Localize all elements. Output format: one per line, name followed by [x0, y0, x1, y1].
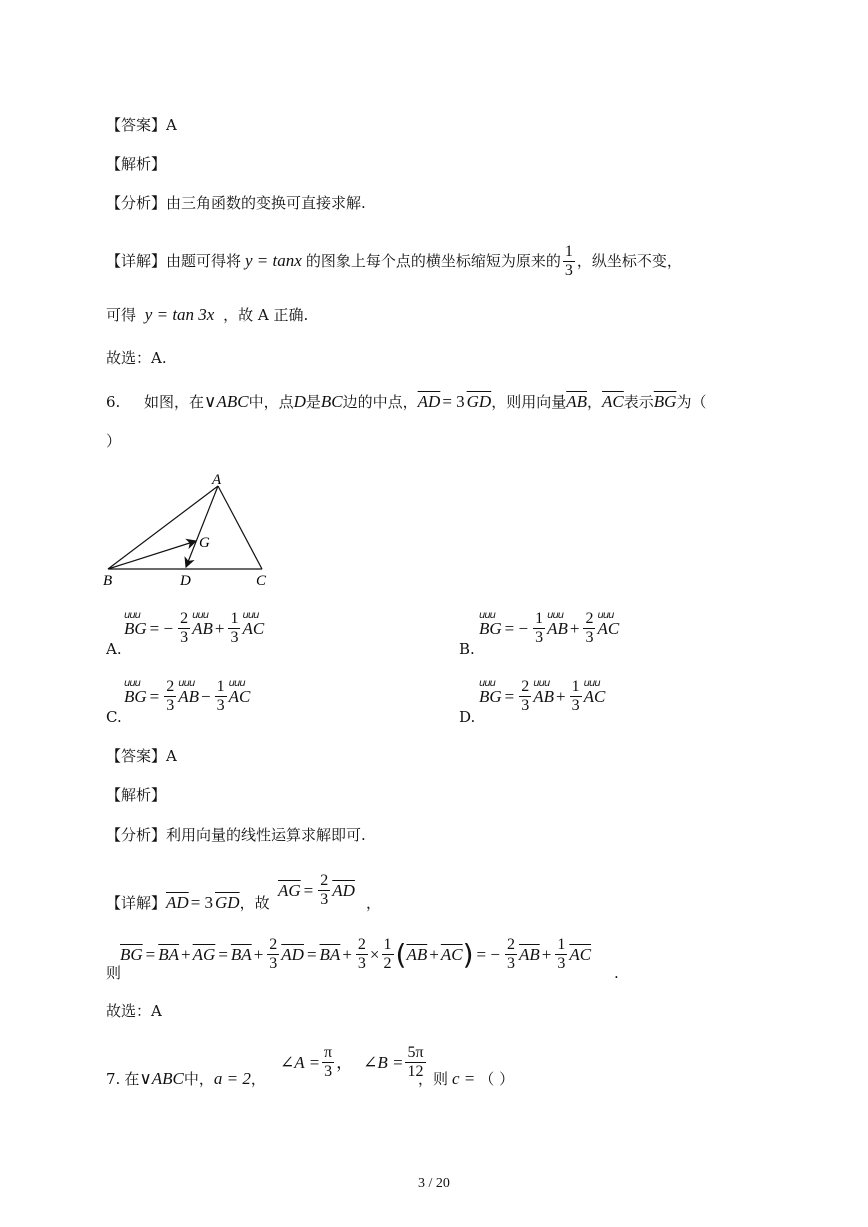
q5-detail-prefix: 【详解】由题可得将: [106, 252, 242, 270]
q6-detail-end: ，: [366, 894, 382, 912]
option-c-f2d: 3: [216, 697, 225, 714]
q7-aa-den: 3: [324, 1063, 333, 1080]
option-c-s2: −: [201, 686, 211, 706]
label-d: D: [180, 573, 191, 589]
option-c-f2n: 1: [216, 678, 225, 695]
q6-ze: 则: [106, 964, 122, 982]
chain-f2d: 3: [357, 955, 366, 972]
option-b-s1: = −: [504, 618, 529, 638]
chain-times: ×: [369, 944, 380, 964]
q7-stem-c: ，则: [418, 1070, 449, 1088]
option-d-v1: uuu AB: [533, 688, 554, 706]
option-d-s2: +: [556, 686, 566, 706]
q5-answer: 【答案】A: [106, 116, 177, 134]
q6-number: 6.: [106, 393, 121, 411]
chain-hd: 2: [383, 955, 392, 972]
q5-frac-den: 3: [564, 261, 573, 279]
option-b-letter: B.: [459, 640, 475, 658]
option-a-f1n: 2: [180, 610, 189, 627]
chain-lparen: (: [395, 937, 407, 971]
q7-number: 7.: [106, 1070, 121, 1088]
option-a-v2: uuu AC: [242, 620, 264, 638]
chain-hn: 1: [383, 936, 392, 953]
q7-a-eq: a = 2: [213, 1069, 251, 1088]
option-b-f2d: 3: [585, 629, 594, 646]
q7-comma2: ，: [336, 1052, 354, 1072]
chain-ac2: $\overline{AC}$: [569, 944, 592, 964]
chain-minus: = −: [476, 944, 500, 964]
option-c-s1: =: [149, 686, 160, 706]
q6-detail-prefix: 【详解】: [106, 894, 167, 912]
chain-ba1: $\overline{BA}$: [158, 944, 180, 964]
q6-detail-fden: 3: [320, 891, 329, 908]
label-b: B: [103, 573, 113, 589]
q5-line2-suffix: ，故 A 正确.: [223, 306, 309, 324]
option-a-v1: uuu AB: [192, 620, 213, 638]
option-b-v2: uuu AC: [597, 620, 619, 638]
option-b-f2n: 2: [585, 610, 594, 627]
option-c-v2: uuu AC: [229, 688, 251, 706]
q6-vec-ab: $\overline{AB}$: [566, 392, 588, 411]
option-a-letter: A.: [106, 640, 122, 658]
q6-vec-ad: $\overline{AD}$: [417, 392, 441, 411]
q6-point-d: D: [293, 392, 306, 411]
q5-detail-suffix: ，纵坐标不变，: [576, 252, 682, 270]
option-d-f2d: 3: [571, 697, 580, 714]
q6-choose: 故选：A: [106, 1002, 162, 1020]
q7-c-eq: c =: [452, 1069, 476, 1088]
q6-stem-g: 为（: [676, 393, 707, 411]
q5-line2-prefix: 可得: [106, 306, 137, 324]
option-b-v1: uuu AB: [547, 620, 568, 638]
option-c-letter: C.: [106, 708, 122, 726]
label-a: A: [212, 472, 222, 488]
q6-answer: 【答案】A: [106, 747, 177, 765]
chain-f4d: 3: [557, 955, 566, 972]
option-a-lhs: uuu BG: [124, 620, 147, 638]
q5-fraction: [563, 243, 575, 280]
q7-triangle: ∨ABC: [139, 1069, 184, 1088]
chain-ba2: $\overline{BA}$: [230, 944, 252, 964]
option-a-s1: = −: [149, 618, 174, 638]
chain-plus5: +: [541, 944, 552, 964]
option-b-lhs: uuu BG: [479, 620, 502, 638]
q6-detail-eq: = 3: [190, 893, 214, 912]
label-c: C: [256, 573, 267, 589]
chain-ab2: $\overline{AB}$: [518, 944, 540, 964]
chain-f1d: 3: [269, 955, 278, 972]
option-c-v1: uuu AB: [178, 688, 199, 706]
q6-stem-d: 边的中点，: [342, 393, 418, 411]
q5-detail: [106, 236, 682, 286]
chain-f3d: 3: [506, 955, 515, 972]
q6-jiexi: 【解析】: [106, 786, 167, 804]
option-a-s2: +: [214, 618, 225, 638]
option-a-f2d: 3: [230, 629, 239, 646]
q5-analysis: 【分析】由三角函数的变换可直接求解.: [106, 194, 366, 212]
q7-stem-a: 在: [124, 1070, 140, 1088]
q6-vec-gd: $\overline{GD}$: [466, 392, 492, 411]
chain-eq2: =: [218, 944, 228, 964]
q6-triangle: ∨ABC: [204, 392, 249, 411]
q7-angle-b: ∠B =: [363, 1052, 404, 1072]
q7-blank: （ ）: [479, 1070, 515, 1088]
q6-stem-e: ，则用向量: [491, 393, 567, 411]
chain-f3n: 2: [506, 936, 515, 953]
chain-plus4: +: [429, 944, 439, 964]
q6-detail-ad: $\overline{AD}$: [166, 893, 189, 912]
q6-stem-c: 是: [305, 393, 321, 411]
chain-dot: .: [614, 964, 619, 982]
q5-frac-num: 1: [564, 242, 573, 260]
q7-ab-num: 5π: [407, 1044, 424, 1061]
q7-angle-a: ∠A =: [280, 1052, 321, 1072]
q5-line2-func: y = tan 3x: [144, 305, 215, 324]
q5-detail-mid: 的图象上每个点的横坐标缩短为原来的: [305, 252, 561, 270]
q6-cond-rhs: = 3: [442, 392, 465, 411]
q7-aa-num: π: [324, 1044, 333, 1061]
option-d-lhs: uuu BG: [479, 688, 502, 706]
option-a-f2n: 1: [230, 610, 239, 627]
q6-stem-f: 表示: [623, 393, 654, 411]
chain-ad: $\overline{AD}$: [281, 944, 304, 964]
option-d-f1d: 3: [521, 697, 530, 714]
chain-bg: $\overline{BG}$: [120, 944, 143, 964]
chain-plus2: +: [253, 944, 264, 964]
option-a-f1d: 3: [180, 629, 189, 646]
chain-ba3: $\overline{BA}$: [319, 944, 341, 964]
option-d-f2n: 1: [571, 678, 580, 695]
option-d-letter: D.: [459, 708, 476, 726]
q5-line2: [106, 306, 308, 324]
option-b-f1n: 1: [535, 610, 544, 627]
chain-rparen: ): [462, 937, 474, 971]
option-c-f1d: 3: [166, 697, 175, 714]
option-d-f1n: 2: [521, 678, 530, 695]
q6-detail-ag: $\overline{AG}$: [278, 880, 301, 900]
side-ac: [218, 486, 262, 569]
chain-ac: $\overline{AC}$: [440, 944, 463, 964]
q6-vec-ac: $\overline{AC}$: [602, 392, 624, 411]
option-d-s1: =: [504, 686, 515, 706]
q6-vec-bg: $\overline{BG}$: [653, 392, 677, 411]
chain-f2n: 2: [357, 936, 366, 953]
triangle-figure: [96, 466, 286, 594]
q5-choose: 故选：A.: [106, 349, 167, 367]
chain-eq1: =: [145, 944, 156, 964]
q7-stem-b: 中，: [183, 1070, 214, 1088]
page-number: 3 / 20: [418, 1176, 450, 1191]
q5-jiexi: 【解析】: [106, 155, 167, 173]
option-c-f1n: 2: [166, 678, 175, 695]
chain-plus1: +: [181, 944, 191, 964]
option-b-f1d: 3: [535, 629, 544, 646]
q5-detail-func: y = tanx: [245, 251, 302, 270]
chain-f4n: 1: [557, 936, 566, 953]
q6-detail-fnum: 2: [320, 872, 329, 889]
q6-stem-close: ）: [106, 432, 122, 450]
vector-bg: [108, 541, 196, 569]
q6-comma: ，: [587, 393, 603, 411]
chain-plus3: +: [342, 944, 352, 964]
q6-detail-gd: $\overline{GD}$: [215, 893, 240, 912]
option-c-lhs: uuu BG: [124, 688, 147, 706]
q6-side-bc: BC: [320, 392, 343, 411]
q6-stem-b: 中，点: [248, 393, 294, 411]
chain-ag: $\overline{AG}$: [192, 944, 216, 964]
q7-ab-den: 12: [407, 1063, 424, 1080]
q6-analysis: 【分析】利用向量的线性运算求解即可.: [106, 826, 366, 844]
chain-ab: $\overline{AB}$: [406, 944, 428, 964]
q7-comma1: ，: [250, 1070, 266, 1088]
q6-stem-a: 如图，在: [144, 393, 205, 411]
label-g: G: [199, 535, 210, 551]
q6-detail-gu: ，故: [239, 894, 270, 912]
chain-eq3: =: [306, 944, 317, 964]
q6-detail-eq2: =: [303, 880, 314, 900]
option-b-s2: +: [569, 618, 580, 638]
q6-detail-ad2: $\overline{AD}$: [332, 880, 355, 900]
q6-stem: [106, 393, 706, 411]
option-d-v2: uuu AC: [584, 688, 606, 706]
chain-f1n: 2: [269, 936, 278, 953]
